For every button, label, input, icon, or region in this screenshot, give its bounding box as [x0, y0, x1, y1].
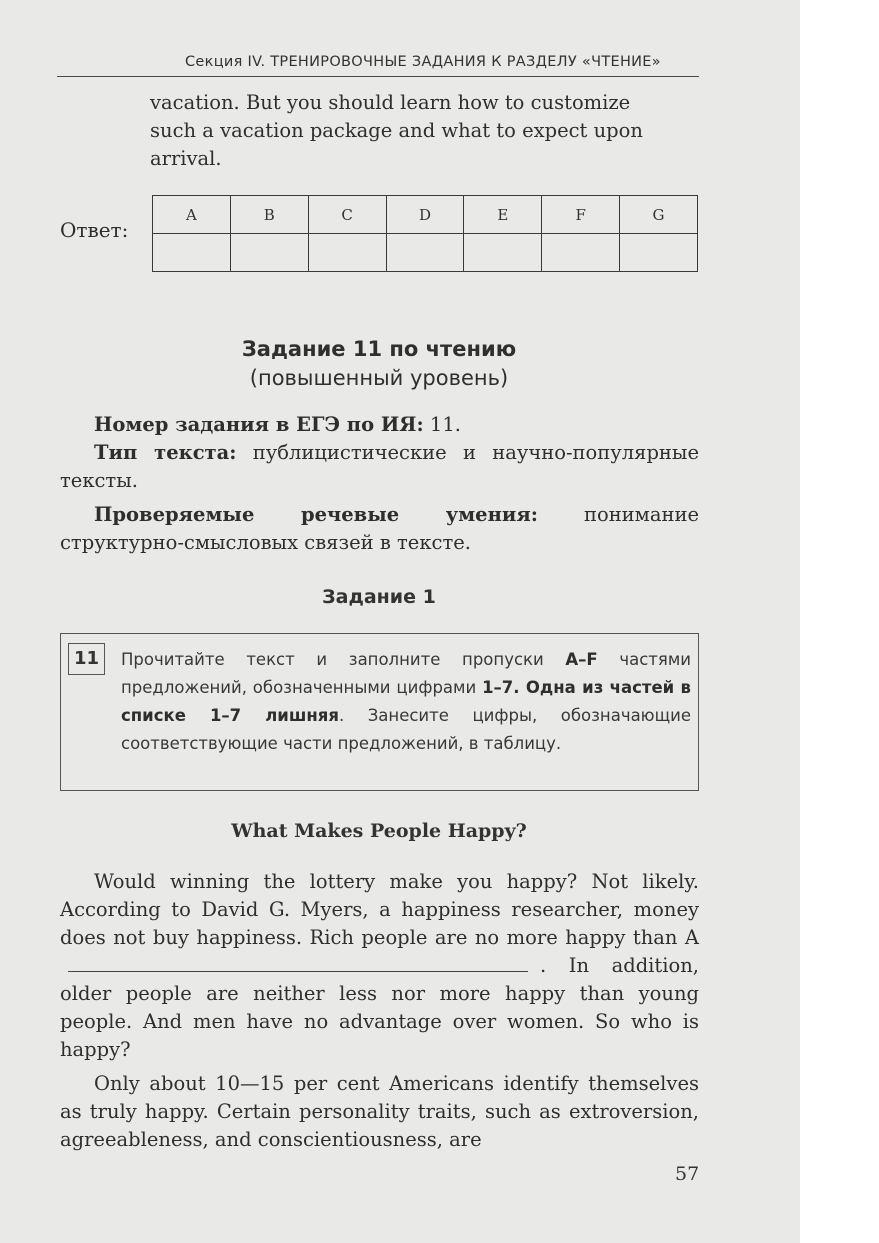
- instruction-text: [121, 646, 691, 758]
- answer-column-header: B: [230, 196, 308, 234]
- answer-label: Ответ:: [60, 218, 129, 242]
- instruction-part: Прочитайте текст и заполните пропуски: [121, 650, 566, 669]
- header-rule: [57, 76, 699, 77]
- instruction-box: [60, 633, 699, 791]
- meta-type: [60, 439, 699, 495]
- intro-line: such a vacation package and what to expect upon: [150, 119, 643, 142]
- answer-cell[interactable]: [230, 234, 308, 272]
- intro-paragraph: [150, 89, 698, 173]
- gap-a-blank[interactable]: [68, 953, 528, 972]
- intro-line: arrival.: [150, 147, 222, 170]
- task-subtitle: (повышенный уровень): [249, 366, 509, 390]
- meta-number: [60, 411, 699, 439]
- meta-type-label: Тип текста:: [94, 441, 237, 464]
- task-number-badge: 11: [68, 643, 105, 675]
- intro-line: vacation. But you should learn how to customize: [150, 91, 631, 114]
- answer-column-header: E: [464, 196, 542, 234]
- meta-skills-label: Проверяемые речевые умения:: [94, 503, 538, 526]
- meta-number-value: 11.: [429, 413, 461, 436]
- answer-header-row: [153, 196, 698, 234]
- answer-cell[interactable]: [542, 234, 620, 272]
- running-head: Секция IV. ТРЕНИРОВОЧНЫЕ ЗАДАНИЯ К РАЗДЕЛУ «ЧТЕНИЕ»: [185, 54, 661, 70]
- answer-column-header: C: [308, 196, 386, 234]
- answer-cell[interactable]: [386, 234, 464, 272]
- answer-cell[interactable]: [153, 234, 231, 272]
- meta-type-value: публицистические и научно-популярные тексты.: [60, 441, 699, 492]
- story-text: [60, 868, 699, 1160]
- answer-cell[interactable]: [464, 234, 542, 272]
- instruction-bold: A–F: [565, 650, 598, 669]
- meta-number-label: Номер задания в ЕГЭ по ИЯ:: [94, 413, 424, 436]
- story-text-segment: Would winning the lottery make you happy? Not likely. According to David G. Myers, a happiness researcher, money does not buy happiness. Rich people are no more happy than A: [60, 870, 699, 949]
- story-paragraph: Only about 10—15 per cent Americans identify themselves as truly happy. Certain personality traits, such as extroversion, agreeableness, and conscientiousness, are: [60, 1072, 699, 1151]
- instruction-bold: 1–7. Одна из частей в списке 1–7 лишняя: [121, 678, 691, 725]
- instruction-part: частями предложений, обозначенными цифрами: [121, 650, 691, 697]
- page-margin: [800, 0, 879, 1243]
- answer-column-header: F: [542, 196, 620, 234]
- meta-skills: [60, 501, 699, 557]
- instruction-part: . Занесите цифры, обозначающие соответствующие части предложений, в таблицу.: [121, 706, 691, 753]
- answer-column-header: A: [153, 196, 231, 234]
- answer-entry-row: [153, 234, 698, 272]
- answer-column-header: D: [386, 196, 464, 234]
- meta-skills-value: понимание структурно-смысловых связей в тексте.: [60, 503, 700, 554]
- task-meta: [60, 411, 699, 557]
- task-title: Задание 11 по чтению: [241, 337, 517, 361]
- page-number: 57: [675, 1163, 700, 1185]
- story-title: What Makes People Happy?: [231, 820, 527, 842]
- exercise-heading: Задание 1: [322, 586, 436, 608]
- answer-table: [152, 195, 698, 272]
- story-paragraph: [60, 868, 699, 1064]
- answer-cell[interactable]: [620, 234, 698, 272]
- story-text-segment: . In addition, older people are neither less nor more happy than young people. And men have no advantage over women. So who is happy?: [60, 954, 699, 1061]
- answer-column-header: G: [620, 196, 698, 234]
- answer-cell[interactable]: [308, 234, 386, 272]
